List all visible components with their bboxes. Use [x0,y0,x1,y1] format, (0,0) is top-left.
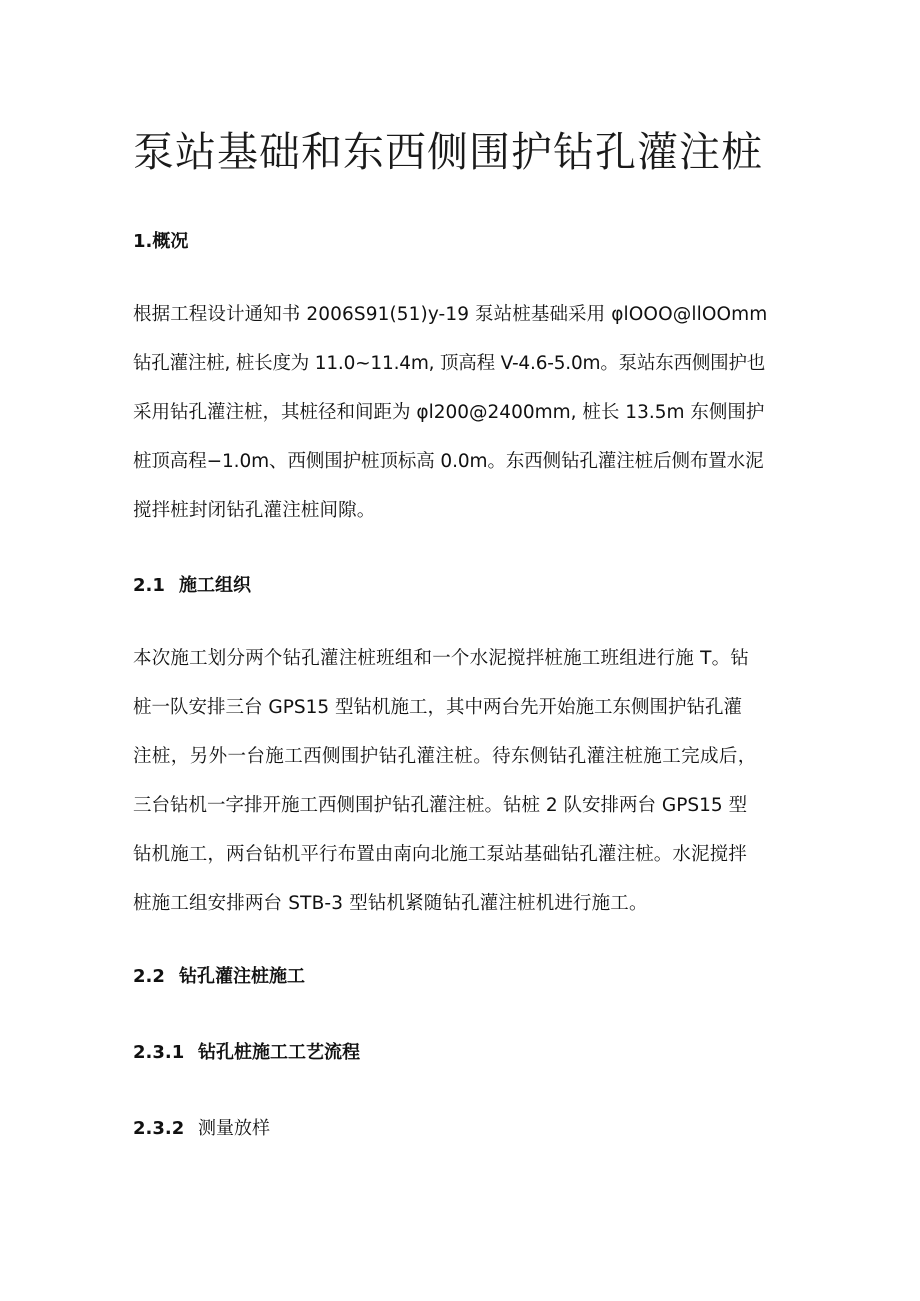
paragraph-line: 钻孔灌注桩, 桩长度为 11.0~11.4m, 顶高程 V-4.6-5.0m。泵站东西侧围护也 [133,353,766,374]
section-number: 2.3.1 [133,1042,185,1063]
paragraph-line: 本次施工划分两个钻孔灌注桩班组和一个水泥搅拌桩施工班组进行施 T。钻 [133,648,749,669]
section-title: 测量放样 [198,1118,270,1139]
paragraph-line: 根据工程设计通知书 2006S91(51)y-19 泵站桩基础采用 φlOOO@llOOmm [133,304,768,325]
paragraph-construction-organization [133,634,757,928]
section-title: 施工组织 [179,575,251,596]
paragraph-overview [133,290,767,535]
paragraph-line: 钻机施工，两台钻机平行布置由南向北施工泵站基础钻孔灌注桩。水泥搅拌 [133,844,747,865]
section-number: 1. [133,231,153,252]
paragraph-line: 桩施工组安排两台 STB-3 型钻机紧随钻孔灌注桩机进行施工。 [133,893,648,914]
section-heading-process-flow [133,1039,360,1067]
paragraph-line: 桩顶高程−1.0m、西侧围护桩顶标高 0.0m。东西侧钻孔灌注桩后侧布置水泥 [133,451,764,472]
section-heading-overview [133,228,188,256]
section-title: 钻孔桩施工工艺流程 [198,1042,360,1063]
section-number: 2.2 [133,966,165,987]
section-heading-bored-pile-construction [133,963,305,991]
paragraph-line: 桩一队安排三台 GPS15 型钻机施工，其中两台先开始施工东侧围护钻孔灌 [133,697,743,718]
paragraph-line: 采用钻孔灌注桩，其桩径和间距为 φl200@2400mm, 桩长 13.5m 东侧围护 [133,402,765,423]
paragraph-line: 三台钻机一字排开施工西侧围护钻孔灌注桩。钻桩 2 队安排两台 GPS15 型 [133,795,748,816]
section-number: 2.3.2 [133,1118,185,1139]
document-title: 泵站基础和东西侧围护钻孔灌注桩 [133,128,763,176]
section-number: 2.1 [133,575,165,596]
section-heading-survey-setout [133,1115,270,1143]
section-heading-construction-organization [133,572,251,600]
section-title: 钻孔灌注桩施工 [179,966,305,987]
paragraph-line: 搅拌桩封闭钻孔灌注桩间隙。 [133,500,376,521]
section-title: 概况 [152,231,189,252]
paragraph-line: 注桩，另外一台施工西侧围护钻孔灌注桩。待东侧钻孔灌注桩施工完成后， [133,746,757,767]
